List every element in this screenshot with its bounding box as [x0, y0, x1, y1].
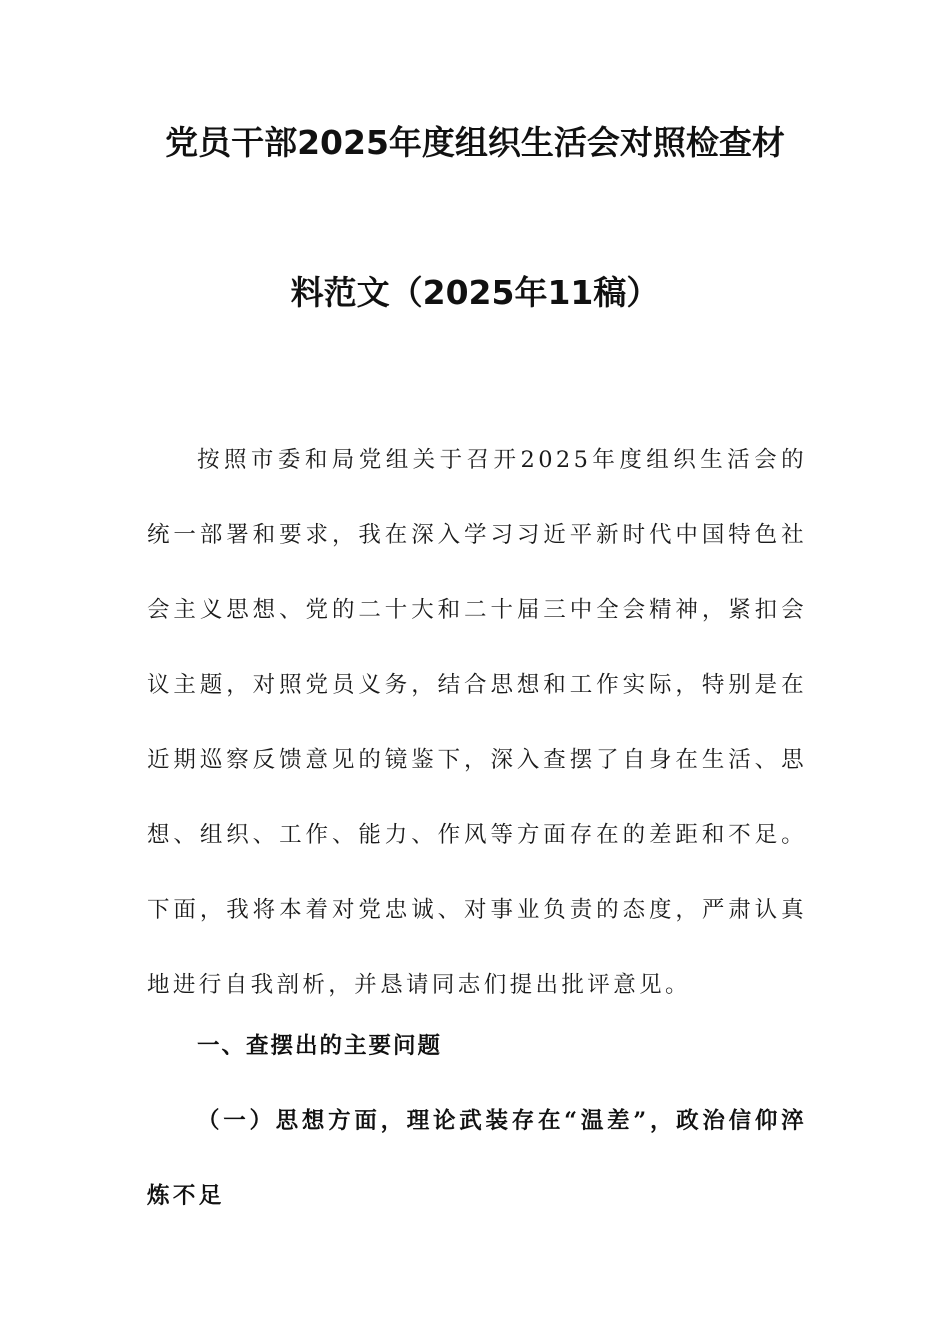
- section-heading: 一、查摆出的主要问题: [197, 1033, 443, 1059]
- document-title-line-1: 党员干部2025年度组织生活会对照检查材: [165, 123, 785, 162]
- document-title-line-2: 料范文（2025年11稿）: [290, 273, 660, 312]
- intro-paragraph: 按照市委和局党组关于召开2025年度组织生活会的统一部署和要求，我在深入学习习近平新时代中国特色社会主义思想、党的二十大和二十届三中全会精神，紧扣会议主题，对照党员义务，结合思想和工作实际，特别是在近期巡察反馈意见的镜鉴下，深入查摆了自身在生活、思想、组织、工作、能力、作风等方面存在的差距和不足。下面，我将本着对党忠诚、对事业负责的态度，严肃认真地进行自我剖析，并恳请同志们提出批评意见。: [147, 447, 807, 998]
- subsection-heading: （一）思想方面，理论武装存在“温差”，政治信仰淬炼不足: [147, 1108, 807, 1209]
